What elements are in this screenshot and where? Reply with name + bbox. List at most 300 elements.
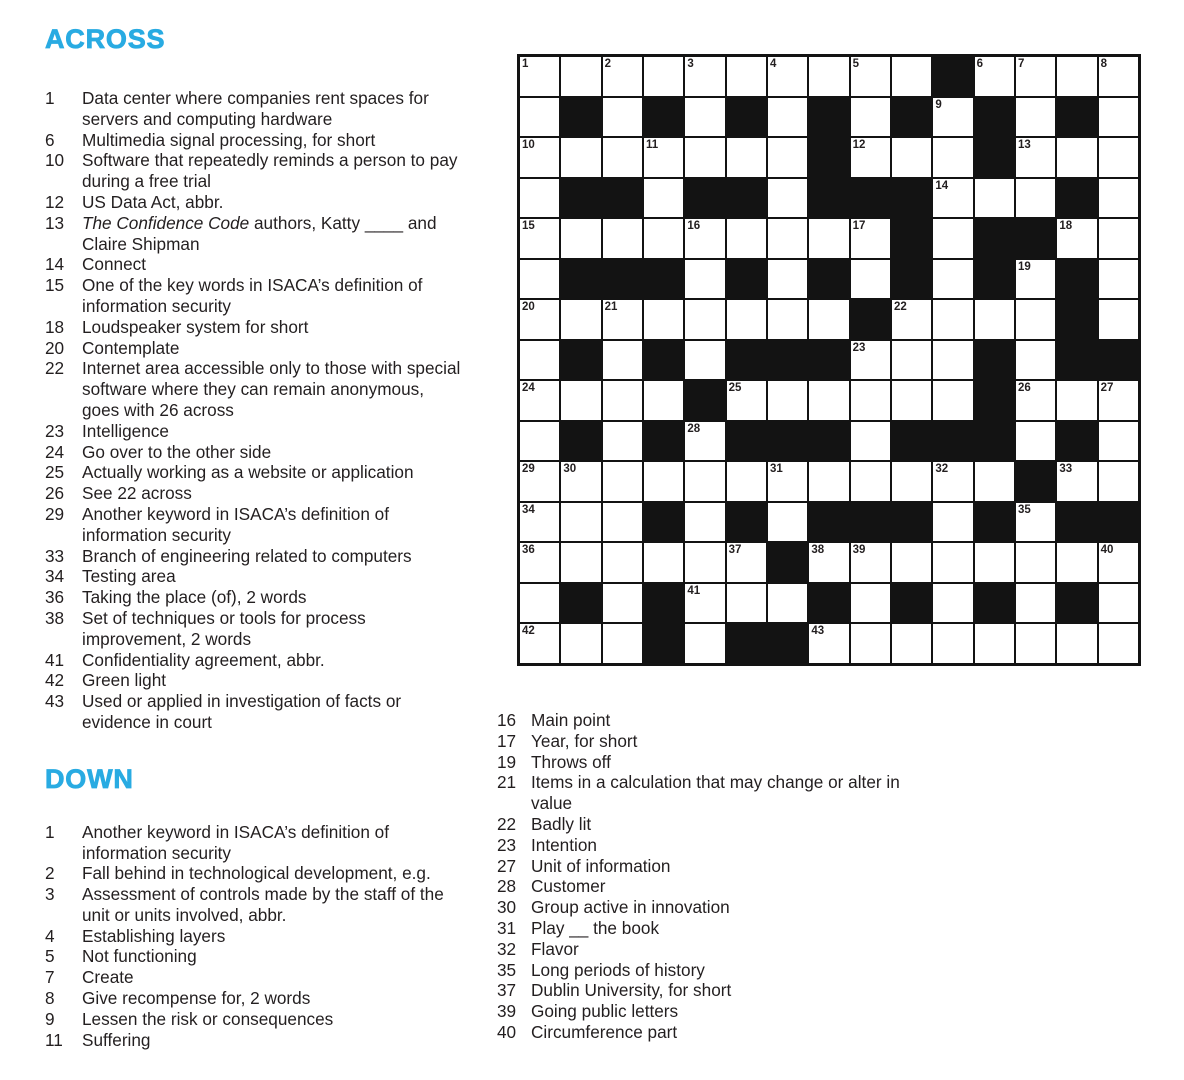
clue-down-39 — [497, 1001, 943, 1022]
block-cell-r10c8 — [809, 422, 848, 461]
grid-cell-r2c11[interactable] — [933, 98, 972, 137]
grid-cell-r3c3[interactable] — [603, 138, 642, 177]
grid-cell-r1c6[interactable] — [727, 57, 766, 96]
grid-cell-r14c5[interactable] — [685, 584, 724, 623]
grid-cell-r14c11[interactable] — [933, 584, 972, 623]
grid-cell-r13c10[interactable] — [892, 543, 931, 582]
clue-number: 21 — [497, 772, 517, 793]
clue-number: 42 — [45, 670, 65, 691]
grid-cell-r5c7[interactable] — [768, 219, 807, 258]
grid-cell-r13c13[interactable] — [1016, 543, 1055, 582]
clue-number: 9 — [45, 1008, 55, 1029]
grid-cell-r7c3[interactable] — [603, 300, 642, 339]
grid-cell-r7c2[interactable] — [561, 300, 600, 339]
clue-text: US Data Act, abbr. — [82, 191, 224, 212]
block-cell-r8c2 — [561, 341, 600, 380]
grid-cell-r11c3[interactable] — [603, 462, 642, 501]
block-cell-r12c8 — [809, 503, 848, 542]
cell-number: 17 — [852, 220, 866, 233]
grid-cell-r4c15[interactable] — [1099, 179, 1138, 218]
grid-cell-r12c13[interactable] — [1016, 503, 1055, 542]
grid-cell-r13c3[interactable] — [603, 543, 642, 582]
down-clue-list-right — [497, 710, 943, 1043]
grid-cell-r3c5[interactable] — [685, 138, 724, 177]
clue-text: Not functioning — [82, 946, 197, 967]
clue-down-17 — [497, 731, 943, 752]
grid-cell-r6c1[interactable] — [520, 260, 559, 299]
grid-cell-r4c13[interactable] — [1016, 179, 1055, 218]
cell-number: 4 — [769, 58, 777, 70]
grid-cell-r15c13[interactable] — [1016, 624, 1055, 663]
clue-number: 8 — [45, 988, 55, 1009]
block-cell-r12c4 — [644, 503, 683, 542]
grid-cell-r13c11[interactable] — [933, 543, 972, 582]
clue-text: Badly lit — [531, 813, 592, 834]
grid-cell-r11c7[interactable] — [768, 462, 807, 501]
grid-cell-r12c1[interactable] — [520, 503, 559, 542]
block-cell-r6c8 — [809, 260, 848, 299]
block-cell-r10c4 — [644, 422, 683, 461]
grid-cell-r9c11[interactable] — [933, 381, 972, 420]
grid-cell-r15c15[interactable] — [1099, 624, 1138, 663]
grid-cell-r4c11[interactable] — [933, 179, 972, 218]
clue-number: 25 — [45, 462, 65, 483]
grid-cell-r8c1[interactable] — [520, 341, 559, 380]
grid-cell-r13c8[interactable] — [809, 543, 848, 582]
grid-cell-r11c8[interactable] — [809, 462, 848, 501]
grid-cell-r2c7[interactable] — [768, 98, 807, 137]
grid-cell-r14c6[interactable] — [727, 584, 766, 623]
cell-number: 40 — [1100, 544, 1114, 557]
block-cell-r12c6 — [727, 503, 766, 542]
grid-cell-r1c15[interactable] — [1099, 57, 1138, 96]
block-cell-r6c14 — [1057, 260, 1096, 299]
clue-number: 6 — [45, 129, 55, 150]
grid-cell-r12c5[interactable] — [685, 503, 724, 542]
cell-number: 35 — [1017, 503, 1031, 516]
clue-text: Branch of engineering related to computers — [82, 545, 412, 566]
grid-cell-r15c9[interactable] — [851, 624, 890, 663]
grid-cell-r5c8[interactable] — [809, 219, 848, 258]
grid-cell-r5c1[interactable] — [520, 219, 559, 258]
grid-cell-r13c2[interactable] — [561, 543, 600, 582]
grid-cell-r7c4[interactable] — [644, 300, 683, 339]
clue-number: 23 — [45, 420, 65, 441]
grid-cell-r1c14[interactable] — [1057, 57, 1096, 96]
grid-cell-r13c12[interactable] — [975, 543, 1014, 582]
clue-number: 22 — [497, 813, 517, 834]
grid-cell-r11c9[interactable] — [851, 462, 890, 501]
cell-number: 23 — [852, 341, 866, 354]
grid-cell-r7c6[interactable] — [727, 300, 766, 339]
block-cell-r8c14 — [1057, 341, 1096, 380]
grid-cell-r5c9[interactable] — [851, 219, 890, 258]
block-cell-r4c8 — [809, 179, 848, 218]
grid-cell-r3c9[interactable] — [851, 138, 890, 177]
clue-across-29 — [45, 504, 466, 546]
grid-cell-r13c1[interactable] — [520, 543, 559, 582]
block-cell-r6c2 — [561, 260, 600, 299]
grid-cell-r14c7[interactable] — [768, 584, 807, 623]
clue-number: 19 — [497, 751, 517, 772]
clue-down-32 — [497, 939, 943, 960]
cell-number: 38 — [811, 544, 825, 557]
block-cell-r7c9 — [851, 300, 890, 339]
clue-down-9 — [45, 1009, 466, 1030]
clues-left-column — [45, 24, 466, 1050]
grid-cell-r3c1[interactable] — [520, 138, 559, 177]
clue-text: Another keyword in ISACA’s definition of information security — [82, 821, 389, 863]
grid-cell-r7c7[interactable] — [768, 300, 807, 339]
clue-across-14 — [45, 254, 466, 275]
grid-cell-r15c12[interactable] — [975, 624, 1014, 663]
clue-text: Internet area accessible only to those with special software where they can remain anonymous, goes with 26 across — [82, 358, 461, 420]
clue-number: 31 — [497, 917, 517, 938]
grid-cell-r2c15[interactable] — [1099, 98, 1138, 137]
block-cell-r10c6 — [727, 422, 766, 461]
block-cell-r4c3 — [603, 179, 642, 218]
grid-cell-r15c1[interactable] — [520, 624, 559, 663]
clue-across-22 — [45, 358, 466, 420]
block-cell-r12c14 — [1057, 503, 1096, 542]
block-cell-r8c6 — [727, 341, 766, 380]
cell-number: 22 — [893, 301, 907, 314]
grid-cell-r8c13[interactable] — [1016, 341, 1055, 380]
grid-cell-r5c3[interactable] — [603, 219, 642, 258]
block-cell-r15c7 — [768, 624, 807, 663]
grid-cell-r6c13[interactable] — [1016, 260, 1055, 299]
grid-cell-r13c15[interactable] — [1099, 543, 1138, 582]
block-cell-r15c4 — [644, 624, 683, 663]
grid-cell-r5c5[interactable] — [685, 219, 724, 258]
clue-across-34 — [45, 566, 466, 587]
grid-cell-r11c11[interactable] — [933, 462, 972, 501]
grid-cell-r15c8[interactable] — [809, 624, 848, 663]
grid-cell-r9c3[interactable] — [603, 381, 642, 420]
grid-cell-r13c9[interactable] — [851, 543, 890, 582]
clue-down-28 — [497, 876, 943, 897]
grid-cell-r11c5[interactable] — [685, 462, 724, 501]
clue-text: Dublin University, for short — [531, 980, 732, 1001]
grid-cell-r8c5[interactable] — [685, 341, 724, 380]
block-cell-r15c6 — [727, 624, 766, 663]
clue-number: 34 — [45, 566, 65, 587]
clue-text: Lessen the risk or consequences — [82, 1008, 334, 1029]
grid-cell-r11c10[interactable] — [892, 462, 931, 501]
grid-cell-r15c14[interactable] — [1057, 624, 1096, 663]
clue-text: Establishing layers — [82, 925, 226, 946]
clue-text: Year, for short — [531, 730, 638, 751]
grid-cell-r5c15[interactable] — [1099, 219, 1138, 258]
grid-cell-r10c1[interactable] — [520, 422, 559, 461]
clue-number: 27 — [497, 855, 517, 876]
grid-cell-r3c7[interactable] — [768, 138, 807, 177]
grid-cell-r6c5[interactable] — [685, 260, 724, 299]
block-cell-r12c10 — [892, 503, 931, 542]
cell-number: 43 — [811, 625, 825, 638]
clue-down-2 — [45, 863, 466, 884]
block-cell-r2c6 — [727, 98, 766, 137]
cell-number: 32 — [935, 463, 949, 476]
grid-cell-r1c4[interactable] — [644, 57, 683, 96]
grid-cell-r9c2[interactable] — [561, 381, 600, 420]
grid-cell-r5c4[interactable] — [644, 219, 683, 258]
grid-cell-r5c2[interactable] — [561, 219, 600, 258]
clue-text: Going public letters — [531, 1001, 679, 1022]
block-cell-r2c4 — [644, 98, 683, 137]
clue-text: Go over to the other side — [82, 441, 272, 462]
grid-cell-r13c4[interactable] — [644, 543, 683, 582]
grid-cell-r12c2[interactable] — [561, 503, 600, 542]
grid-cell-r13c5[interactable] — [685, 543, 724, 582]
grid-cell-r2c3[interactable] — [603, 98, 642, 137]
grid-cell-r11c15[interactable] — [1099, 462, 1138, 501]
clue-text: Customer — [531, 876, 606, 897]
clue-text: Contemplate — [82, 337, 180, 358]
block-cell-r5c12 — [975, 219, 1014, 258]
grid-cell-r1c8[interactable] — [809, 57, 848, 96]
clue-number: 2 — [45, 863, 55, 884]
clue-down-27 — [497, 856, 943, 877]
cell-number: 16 — [687, 220, 701, 233]
grid-cell-r14c1[interactable] — [520, 584, 559, 623]
clue-text: Software that repeatedly reminds a person to pay during a free trial — [82, 150, 458, 192]
grid-cell-r9c8[interactable] — [809, 381, 848, 420]
grid-cell-r15c10[interactable] — [892, 624, 931, 663]
clue-text: Long periods of history — [531, 959, 705, 980]
cell-number: 37 — [728, 544, 742, 557]
block-cell-r10c10 — [892, 422, 931, 461]
grid-cell-r13c14[interactable] — [1057, 543, 1096, 582]
clue-down-21 — [497, 772, 943, 814]
clue-down-23 — [497, 835, 943, 856]
block-cell-r6c3 — [603, 260, 642, 299]
grid-cell-r1c7[interactable] — [768, 57, 807, 96]
grid-cell-r1c10[interactable] — [892, 57, 931, 96]
grid-cell-r9c13[interactable] — [1016, 381, 1055, 420]
clue-number: 16 — [497, 710, 517, 730]
grid-cell-r3c15[interactable] — [1099, 138, 1138, 177]
block-cell-r6c4 — [644, 260, 683, 299]
grid-cell-r5c11[interactable] — [933, 219, 972, 258]
grid-cell-r9c15[interactable] — [1099, 381, 1138, 420]
clue-text: Intention — [531, 834, 597, 855]
clue-down-7 — [45, 967, 466, 988]
grid-cell-r6c11[interactable] — [933, 260, 972, 299]
clue-down-31 — [497, 918, 943, 939]
clue-across-24 — [45, 442, 466, 463]
clue-across-23 — [45, 421, 466, 442]
clue-number: 40 — [497, 1021, 517, 1042]
grid-cell-r3c13[interactable] — [1016, 138, 1055, 177]
grid-cell-r3c2[interactable] — [561, 138, 600, 177]
grid-cell-r7c1[interactable] — [520, 300, 559, 339]
across-heading: ACROSS — [45, 24, 166, 54]
clue-across-10 — [45, 150, 466, 192]
block-cell-r8c4 — [644, 341, 683, 380]
clue-number: 1 — [45, 821, 55, 842]
grid-cell-r9c7[interactable] — [768, 381, 807, 420]
cell-number: 19 — [1017, 260, 1031, 273]
clue-across-18 — [45, 317, 466, 338]
cell-number: 33 — [1059, 463, 1073, 476]
block-cell-r8c15 — [1099, 341, 1138, 380]
grid-cell-r4c7[interactable] — [768, 179, 807, 218]
grid-cell-r4c1[interactable] — [520, 179, 559, 218]
grid-cell-r1c3[interactable] — [603, 57, 642, 96]
grid-cell-r10c13[interactable] — [1016, 422, 1055, 461]
block-cell-r2c2 — [561, 98, 600, 137]
block-cell-r2c10 — [892, 98, 931, 137]
grid-cell-r9c1[interactable] — [520, 381, 559, 420]
clue-text: Loudspeaker system for short — [82, 316, 309, 337]
block-cell-r3c8 — [809, 138, 848, 177]
grid-cell-r13c6[interactable] — [727, 543, 766, 582]
across-clue-list — [45, 88, 466, 733]
block-cell-r4c14 — [1057, 179, 1096, 218]
grid-cell-r15c3[interactable] — [603, 624, 642, 663]
cell-number: 9 — [935, 98, 942, 111]
grid-cell-r10c3[interactable] — [603, 422, 642, 461]
cell-number: 42 — [522, 625, 535, 638]
grid-cell-r6c15[interactable] — [1099, 260, 1138, 299]
grid-cell-r7c11[interactable] — [933, 300, 972, 339]
grid-cell-r3c6[interactable] — [727, 138, 766, 177]
grid-cell-r9c6[interactable] — [727, 381, 766, 420]
block-cell-r6c12 — [975, 260, 1014, 299]
grid-cell-r11c1[interactable] — [520, 462, 559, 501]
block-cell-r10c14 — [1057, 422, 1096, 461]
grid-cell-r14c15[interactable] — [1099, 584, 1138, 623]
grid-cell-r3c4[interactable] — [644, 138, 683, 177]
grid-cell-r3c10[interactable] — [892, 138, 931, 177]
block-cell-r4c9 — [851, 179, 890, 218]
grid-cell-r2c13[interactable] — [1016, 98, 1055, 137]
grid-cell-r1c12[interactable] — [975, 57, 1014, 96]
cell-number: 13 — [1017, 139, 1031, 152]
grid-cell-r9c14[interactable] — [1057, 381, 1096, 420]
grid-cell-r2c1[interactable] — [520, 98, 559, 137]
grid-cell-r1c1[interactable] — [520, 57, 559, 96]
grid-cell-r1c9[interactable] — [851, 57, 890, 96]
grid-cell-r7c5[interactable] — [685, 300, 724, 339]
block-cell-r5c10 — [892, 219, 931, 258]
cell-number: 29 — [522, 463, 535, 476]
grid-cell-r12c3[interactable] — [603, 503, 642, 542]
grid-cell-r8c3[interactable] — [603, 341, 642, 380]
grid-cell-r1c5[interactable] — [685, 57, 724, 96]
grid-cell-r3c11[interactable] — [933, 138, 972, 177]
grid-cell-r14c13[interactable] — [1016, 584, 1055, 623]
grid-cell-r8c11[interactable] — [933, 341, 972, 380]
grid-cell-r15c11[interactable] — [933, 624, 972, 663]
grid-cell-r5c14[interactable] — [1057, 219, 1096, 258]
grid-cell-r10c15[interactable] — [1099, 422, 1138, 461]
clue-across-6 — [45, 130, 466, 151]
cell-number: 18 — [1059, 220, 1073, 233]
grid-cell-r7c15[interactable] — [1099, 300, 1138, 339]
clue-down-1 — [45, 822, 466, 864]
cell-number: 10 — [522, 139, 535, 152]
cell-number: 27 — [1100, 382, 1114, 395]
clue-number: 41 — [45, 649, 65, 670]
grid-cell-r4c4[interactable] — [644, 179, 683, 218]
grid-cell-r14c9[interactable] — [851, 584, 890, 623]
grid-cell-r11c6[interactable] — [727, 462, 766, 501]
clues-right-column — [497, 710, 943, 1043]
cell-number: 7 — [1017, 58, 1025, 70]
grid-cell-r11c4[interactable] — [644, 462, 683, 501]
grid-cell-r12c7[interactable] — [768, 503, 807, 542]
clue-across-41 — [45, 650, 466, 671]
grid-cell-r15c2[interactable] — [561, 624, 600, 663]
clue-number: 35 — [497, 959, 517, 980]
grid-cell-r7c12[interactable] — [975, 300, 1014, 339]
clue-down-22 — [497, 814, 943, 835]
block-cell-r7c14 — [1057, 300, 1096, 339]
clue-text: Unit of information — [531, 855, 671, 876]
grid-cell-r6c7[interactable] — [768, 260, 807, 299]
clue-down-16 — [497, 710, 943, 731]
grid-cell-r10c5[interactable] — [685, 422, 724, 461]
clue-across-12 — [45, 192, 466, 213]
grid-cell-r8c10[interactable] — [892, 341, 931, 380]
grid-cell-r2c9[interactable] — [851, 98, 890, 137]
clue-number: 4 — [45, 925, 55, 946]
grid-cell-r14c3[interactable] — [603, 584, 642, 623]
clue-across-1 — [45, 88, 466, 130]
grid-cell-r8c9[interactable] — [851, 341, 890, 380]
grid-cell-r2c5[interactable] — [685, 98, 724, 137]
clue-text: Assessment of controls made by the staff of the unit or units involved, abbr. — [82, 884, 444, 925]
clue-across-38 — [45, 608, 466, 650]
clue-text: Used or applied in investigation of facts or evidence in court — [82, 691, 402, 732]
block-cell-r8c8 — [809, 341, 848, 380]
block-cell-r9c5 — [685, 381, 724, 420]
grid-cell-r9c9[interactable] — [851, 381, 890, 420]
clue-number: 36 — [45, 587, 65, 608]
grid-cell-r10c9[interactable] — [851, 422, 890, 461]
grid-cell-r1c2[interactable] — [561, 57, 600, 96]
cell-number: 15 — [522, 220, 535, 233]
grid-cell-r3c14[interactable] — [1057, 138, 1096, 177]
grid-cell-r12c11[interactable] — [933, 503, 972, 542]
grid-cell-r9c10[interactable] — [892, 381, 931, 420]
grid-cell-r15c5[interactable] — [685, 624, 724, 663]
grid-cell-r5c6[interactable] — [727, 219, 766, 258]
grid-cell-r7c10[interactable] — [892, 300, 931, 339]
grid-cell-r4c12[interactable] — [975, 179, 1014, 218]
cell-number: 34 — [522, 503, 535, 516]
block-cell-r2c14 — [1057, 98, 1096, 137]
cell-number: 30 — [563, 463, 577, 476]
grid-cell-r11c2[interactable] — [561, 462, 600, 501]
block-cell-r10c11 — [933, 422, 972, 461]
grid-cell-r1c13[interactable] — [1016, 57, 1055, 96]
cell-number: 1 — [522, 58, 529, 70]
clue-across-13 — [45, 213, 466, 255]
grid-cell-r7c8[interactable] — [809, 300, 848, 339]
grid-cell-r9c4[interactable] — [644, 381, 683, 420]
grid-cell-r11c14[interactable] — [1057, 462, 1096, 501]
grid-cell-r6c9[interactable] — [851, 260, 890, 299]
grid-cell-r11c12[interactable] — [975, 462, 1014, 501]
clue-number: 37 — [497, 980, 517, 1001]
grid-cell-r7c13[interactable] — [1016, 300, 1055, 339]
block-cell-r14c10 — [892, 584, 931, 623]
clue-number: 28 — [497, 876, 517, 897]
block-cell-r9c12 — [975, 381, 1014, 420]
